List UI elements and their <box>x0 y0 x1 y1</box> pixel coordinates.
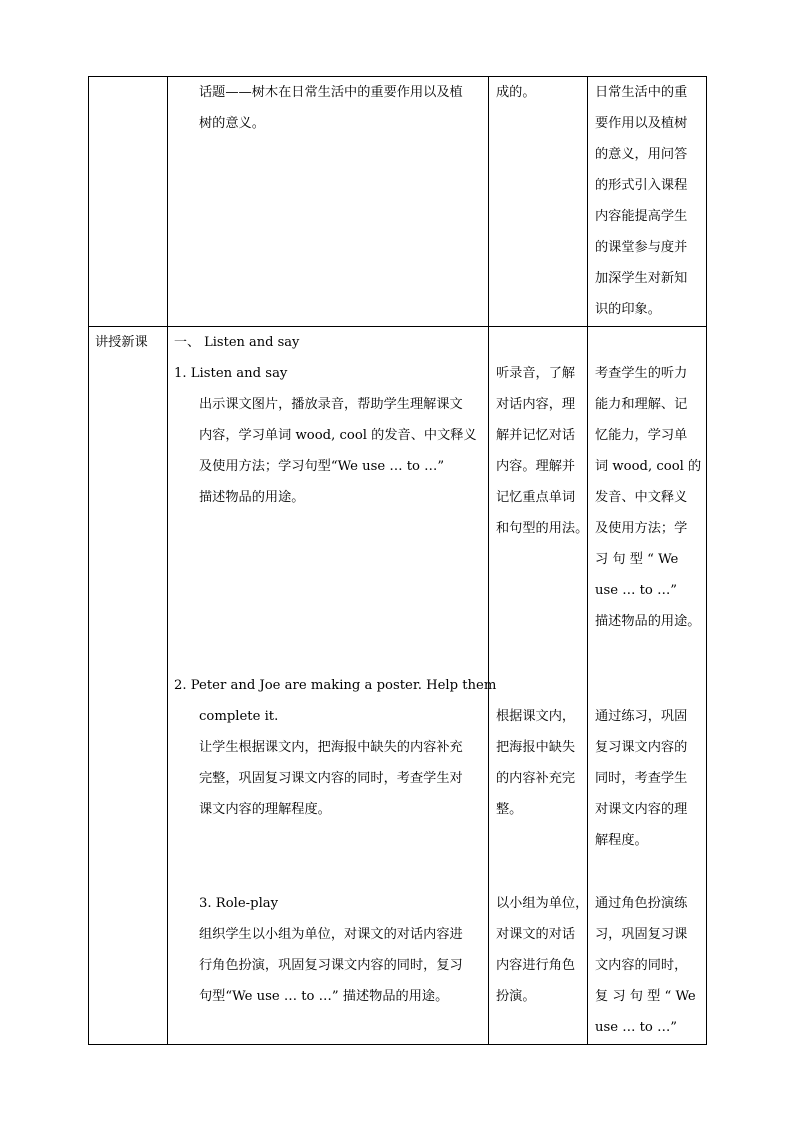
item-title: 2. Peter and Joe are making a poster. Help them <box>174 678 497 693</box>
text-line: 的意义，用问答 <box>595 147 688 162</box>
design-purpose-cell <box>588 327 707 1045</box>
text-line: 要作用以及植树 <box>595 116 688 131</box>
section-heading: 一、 Listen and say <box>174 335 300 350</box>
design-purpose-cell <box>588 77 707 327</box>
item-title: 3. Role-play <box>199 896 279 911</box>
text-line: 描述物品的用途。 <box>199 490 305 505</box>
text-line: use … to …” <box>595 583 677 598</box>
text-line: 忆能力，学习单 <box>595 428 688 443</box>
text-line: 组织学生以小组为单位，对课文的对话内容进 <box>199 927 463 942</box>
text-line: 的形式引入课程 <box>595 178 688 193</box>
table-row <box>89 327 707 1045</box>
text-line: 对课文的对话 <box>496 927 576 942</box>
text-line: 解并记忆对话 <box>496 428 576 443</box>
text-line: 通过角色扮演练 <box>595 896 688 911</box>
text-line: 内容。理解并 <box>496 459 576 474</box>
text-line: use … to …” <box>595 1020 677 1035</box>
text-line: 扮演。 <box>496 989 536 1004</box>
text-line: 以小组为单位， <box>496 896 589 911</box>
text-line: 发音、中文释义 <box>595 490 688 505</box>
text-line: 内容，学习单词 wood, cool 的发音、中文释义 <box>199 428 477 443</box>
text-line: 文内容的同时， <box>595 958 688 973</box>
text-line: 完整，巩固复习课文内容的同时，考查学生对 <box>199 771 463 786</box>
text-line: 行角色扮演，巩固复习课文内容的同时，复习 <box>199 958 463 973</box>
stage-label: 讲授新课 <box>95 335 148 350</box>
activity-cell <box>168 77 489 327</box>
text-line: 对话内容，理 <box>496 397 576 412</box>
text-line: 描述物品的用途。 <box>595 614 701 629</box>
table-row <box>89 77 707 327</box>
text-line: 习，巩固复习课 <box>595 927 688 942</box>
text-line: 习 句 型 “ We <box>595 552 679 567</box>
text-line: 同时，考查学生 <box>595 771 688 786</box>
lesson-plan-table <box>88 76 707 1045</box>
text-line: 及使用方法；学习句型“We use … to …” <box>199 459 445 474</box>
text-line: 考查学生的听力 <box>595 366 688 381</box>
text-line: 根据课文内， <box>496 709 576 724</box>
item-title: complete it. <box>199 709 279 724</box>
text-line: 复 习 句 型 “ We <box>595 989 696 1004</box>
text-line: 听录音，了解 <box>496 366 576 381</box>
student-activity-cell <box>489 77 588 327</box>
text-line: 成的。 <box>496 85 536 100</box>
text-line: 内容能提高学生 <box>595 209 688 224</box>
text-line: 内容进行角色 <box>496 958 576 973</box>
text-line: 的内容补充完 <box>496 771 576 786</box>
text-line: 对课文内容的理 <box>595 802 688 817</box>
text-line: 记忆重点单词 <box>496 490 576 505</box>
text-line: 能力和理解、记 <box>595 397 688 412</box>
text-line: 把海报中缺失 <box>496 740 576 755</box>
text-line: 话题——树木在日常生活中的重要作用以及植 <box>199 85 463 100</box>
text-line: 出示课文图片，播放录音，帮助学生理解课文 <box>199 397 463 412</box>
text-line: 整。 <box>496 802 523 817</box>
text-line: 的课堂参与度并 <box>595 240 688 255</box>
text-line: 加深学生对新知 <box>595 271 688 286</box>
text-line: 及使用方法；学 <box>595 521 688 536</box>
text-line: 日常生活中的重 <box>595 85 688 100</box>
text-line: 通过练习，巩固 <box>595 709 688 724</box>
text-line: 识的印象。 <box>595 302 661 317</box>
text-line: 让学生根据课文内，把海报中缺失的内容补充 <box>199 740 463 755</box>
activity-cell <box>168 327 497 1045</box>
text-line: 和句型的用法。 <box>496 521 589 536</box>
text-line: 复习课文内容的 <box>595 740 688 755</box>
text-line: 解程度。 <box>595 833 648 848</box>
stage-cell <box>89 327 168 1045</box>
student-activity-cell <box>489 327 588 1045</box>
text-line: 课文内容的理解程度。 <box>199 802 331 817</box>
stage-cell <box>89 77 168 327</box>
text-line: 树的意义。 <box>199 116 265 131</box>
item-title: 1. Listen and say <box>174 366 288 381</box>
text-line: 句型“We use … to …” 描述物品的用途。 <box>199 989 449 1004</box>
text-line: 词 wood, cool 的 <box>595 459 702 474</box>
